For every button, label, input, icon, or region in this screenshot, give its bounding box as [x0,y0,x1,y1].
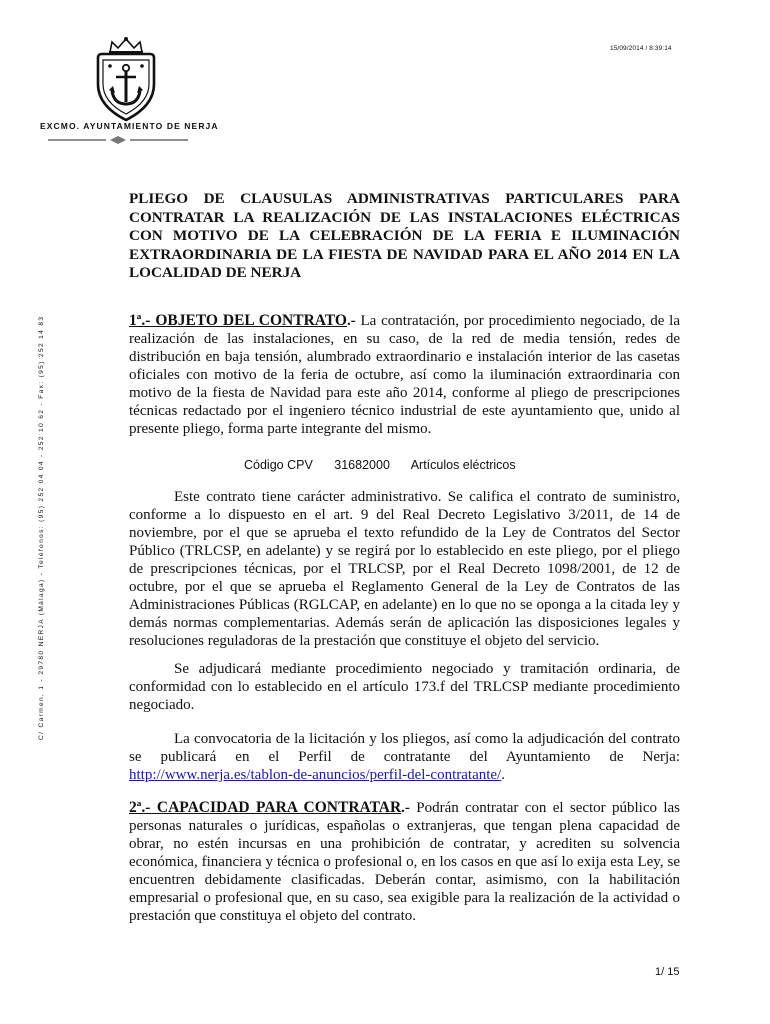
cpv-code: 31682000 [334,458,390,472]
decorative-divider [48,134,188,146]
section-capacidad [129,799,680,925]
sentence-end: . [501,767,505,783]
side-address: C/ Carmen, 1 - 29780 NERJA (Málaga) - Teléfonos: (95) 252 04 04 - 252 10 62 - Fax: (95) 252 14 83 [38,315,45,740]
organization-name: EXCMO. AYUNTAMIENTO DE NERJA [40,121,219,131]
section-body: La contratación, por procedimiento negociado, de la realización de las instalaciones, en su caso, de la red de media tensión, redes de distribución en baja tensión, alumbrado extraordinario e instalación interior de las casetas oficiales con motivo de la feria de octubre, así como la iluminación extraordinaria con motivo de la fiesta de Navidad para este año 2014, conforme al pliego de prescripciones técnicas redactado por el ingeniero técnico industrial de este ayuntamiento que, unido al presente pliego, forma parte integrante del mismo. [129,313,680,437]
page-number: 1/ 15 [655,966,680,978]
section-heading: 1ª.- OBJETO DEL CONTRATO [129,312,347,329]
perfil-contratante-link[interactable]: http://www.nerja.es/tablon-de-anuncios/perfil-del-contratante/ [129,767,502,783]
coat-of-arms-logo [92,36,160,122]
section-body: Podrán contratar con el sector público las personas naturales o jurídicas, españolas o extranjeras, que tengan plena capacidad de obrar, no estén incursas en una prohibición de contratar, y acrediten su solvencia económica, financiera y técnica o profesional o, en los casos en que así lo exija esta Ley, se encuentren debidamente clasificadas. Deberán contar, asimismo, con la habilitación empresarial o profesional que, en su caso, sea exigible para la realización de la actividad o prestación que constituya el objeto del contrato. [129,800,681,924]
heading-separator: .- [401,800,410,816]
cpv-line [244,458,534,472]
paragraph-text: La convocatoria de la licitación y los pliegos, así como la adjudicación del contrato se publicará en el Perfil de contratante del Ayuntamiento de Nerja: [129,731,680,765]
paragraph-administrative [129,488,680,650]
paragraph-text: Este contrato tiene carácter administrativo. Se califica el contrato de suministro, conforme a lo dispuesto en el art. 9 del Real Decreto Legislativo 3/2011, de 14 de noviembre, por el que se aprueba el texto refundido de la Ley de Contratos del Sector Público (TRLCSP, en adelante) y se regirá por lo establecido en este pliego, por el pliego de prescripciones técnicas, por el TRLCSP, por el Real Decreto 1098/2001, de 12 de octubre, por el que se aprueba el Reglamento General de la Ley de Contratos de las Administraciones Públicas (RGLCAP, en adelante) en lo que no se oponga a la citada ley y demás normas complementarias. Además serán de aplicación las disposiciones legales y resoluciones reguladoras de la prestación que constituye el objeto del servicio. [129,489,680,649]
print-timestamp: 15/09/2014 / 8:39:14 [610,45,672,52]
document-title: PLIEGO DE CLAUSULAS ADMINISTRATIVAS PARTICULARES PARA CONTRATAR LA REALIZACIÓN DE LAS INSTALACIONES ELÉCTRICAS CON MOTIVO DE LA CELEBRACIÓN DE LA FERIA E ILUMINACIÓN EXTRAORDINARIA DE LA FIESTA DE NAVIDAD PARA EL AÑO 2014 EN LA LOCALIDAD DE NERJA [129,190,680,281]
heading-separator: .- [346,313,356,329]
paragraph-adjudication [129,660,680,714]
cpv-label: Código CPV [244,458,313,472]
paragraph-convocatoria [129,730,680,784]
cpv-description: Artículos eléctricos [410,458,516,472]
paragraph-text: Se adjudicará mediante procedimiento negociado y tramitación ordinaria, de conformidad con lo establecido en el artículo 173.f del TRLCSP mediante procedimiento negociado. [129,661,680,713]
section-heading: 2ª.- CAPACIDAD PARA CONTRATAR [129,799,402,816]
section-objeto [129,312,680,438]
